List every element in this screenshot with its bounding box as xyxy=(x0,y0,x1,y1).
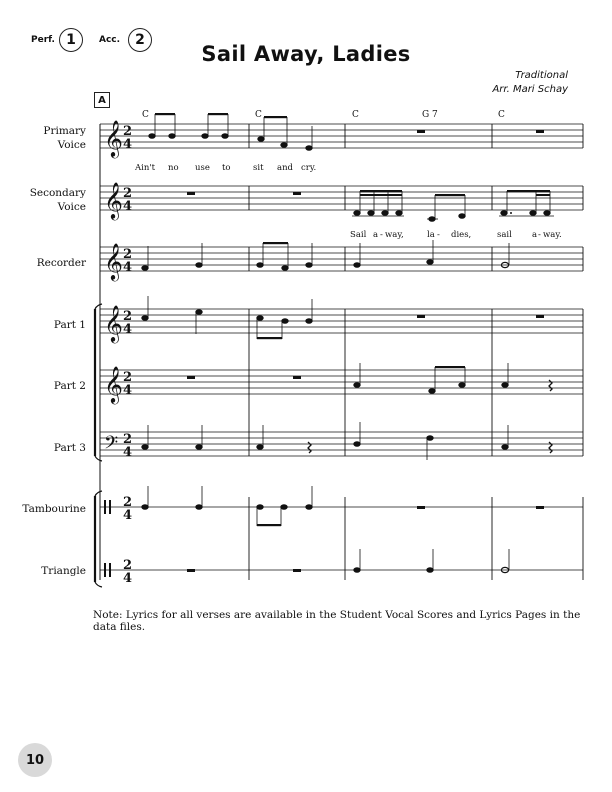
rehearsal-mark: A xyxy=(94,92,110,108)
svg-text:4: 4 xyxy=(123,137,133,152)
lyric-syllable: use xyxy=(195,163,210,173)
footer-note: Note: Lyrics for all verses are available in the Student Vocal Scores and Lyrics Pages in the data files. xyxy=(93,609,581,633)
credit-arranger: Arr. Mari Schay xyxy=(492,84,568,95)
lyric-syllable: Ain't xyxy=(135,163,156,173)
time-signature: 2 xyxy=(123,558,133,573)
instrument-label-part-1: Part 1 xyxy=(53,319,86,331)
lyric-syllable: way, xyxy=(385,230,404,240)
perf-label: Perf. xyxy=(31,35,55,45)
perf-track-number: 1 xyxy=(66,32,76,48)
svg-text:4: 4 xyxy=(123,260,133,275)
lyric-syllable: cry. xyxy=(301,163,317,173)
lyric-hyphen: - xyxy=(380,230,383,240)
staff-part-2 xyxy=(100,370,583,394)
measure-rests xyxy=(187,130,544,572)
page-title: Sail Away, Ladies xyxy=(201,42,411,66)
lyric-hyphen: - xyxy=(437,230,440,240)
time-signature: 2 xyxy=(123,186,133,201)
lyric-syllable: sail xyxy=(497,230,512,240)
svg-text:4: 4 xyxy=(123,322,133,337)
bass-clef-icon: 𝄢 xyxy=(104,433,119,458)
time-signature: 2 xyxy=(123,309,133,324)
lyric-syllable: sit xyxy=(253,163,264,173)
treble-clef-icon: 𝄞 xyxy=(104,242,123,280)
treble-clef-icon: 𝄞 xyxy=(104,304,123,342)
acc-track-number: 2 xyxy=(135,32,145,48)
lyric-syllable: way. xyxy=(543,230,562,240)
lyric-syllable: la xyxy=(427,230,435,240)
time-signature: 2 xyxy=(123,124,133,139)
lyric-syllable: no xyxy=(168,163,179,173)
time-signature: 2 xyxy=(123,247,133,262)
page-number-badge xyxy=(18,743,52,777)
instrument-label-secondary-voice: Secondary Voice xyxy=(29,187,86,213)
instrument-label-recorder: Recorder xyxy=(36,257,86,269)
chord-symbol: G 7 xyxy=(422,110,438,120)
chord-symbol: C xyxy=(352,110,359,120)
lyric-syllable: a xyxy=(373,230,379,240)
lyric-syllable: Sail xyxy=(350,230,367,240)
instrument-label-part-3: Part 3 xyxy=(53,442,86,454)
instrument-label-primary-voice: Primary Voice xyxy=(43,125,86,151)
time-signature: 2 xyxy=(123,370,133,385)
svg-text:4: 4 xyxy=(123,445,133,460)
treble-clef-icon: 𝄞 xyxy=(104,181,123,219)
time-signature: 2 xyxy=(123,495,133,510)
chord-symbol: C xyxy=(142,110,149,120)
svg-text:4: 4 xyxy=(123,199,133,214)
acc-label: Acc. xyxy=(99,35,121,45)
credit-composer: Traditional xyxy=(515,70,568,81)
staff-secondary-voice xyxy=(100,186,583,210)
svg-text:4: 4 xyxy=(123,508,133,523)
chord-symbol: C xyxy=(498,110,505,120)
time-signature: 2 xyxy=(123,432,133,447)
treble-clef-icon: 𝄞 xyxy=(104,365,123,403)
instrument-label-part-2: Part 2 xyxy=(53,380,86,392)
chord-symbol: C xyxy=(255,110,262,120)
treble-clef-icon: 𝄞 xyxy=(104,119,123,157)
lyric-hyphen: - xyxy=(538,230,541,240)
page-number: 10 xyxy=(25,752,45,768)
percussion-clef-icon xyxy=(104,500,111,577)
instrument-label-tambourine: Tambourine xyxy=(22,503,86,515)
svg-text:4: 4 xyxy=(123,571,133,586)
lyric-syllable: and xyxy=(277,163,293,173)
lyric-syllable: a xyxy=(532,230,538,240)
staff-part-3 xyxy=(100,432,583,456)
lyric-syllable: to xyxy=(222,163,231,173)
staff-recorder xyxy=(100,247,583,271)
svg-text:4: 4 xyxy=(123,383,133,398)
instrument-label-triangle: Triangle xyxy=(41,565,86,577)
lyric-syllable: dies, xyxy=(451,230,472,240)
staff-part-1 xyxy=(100,309,583,333)
